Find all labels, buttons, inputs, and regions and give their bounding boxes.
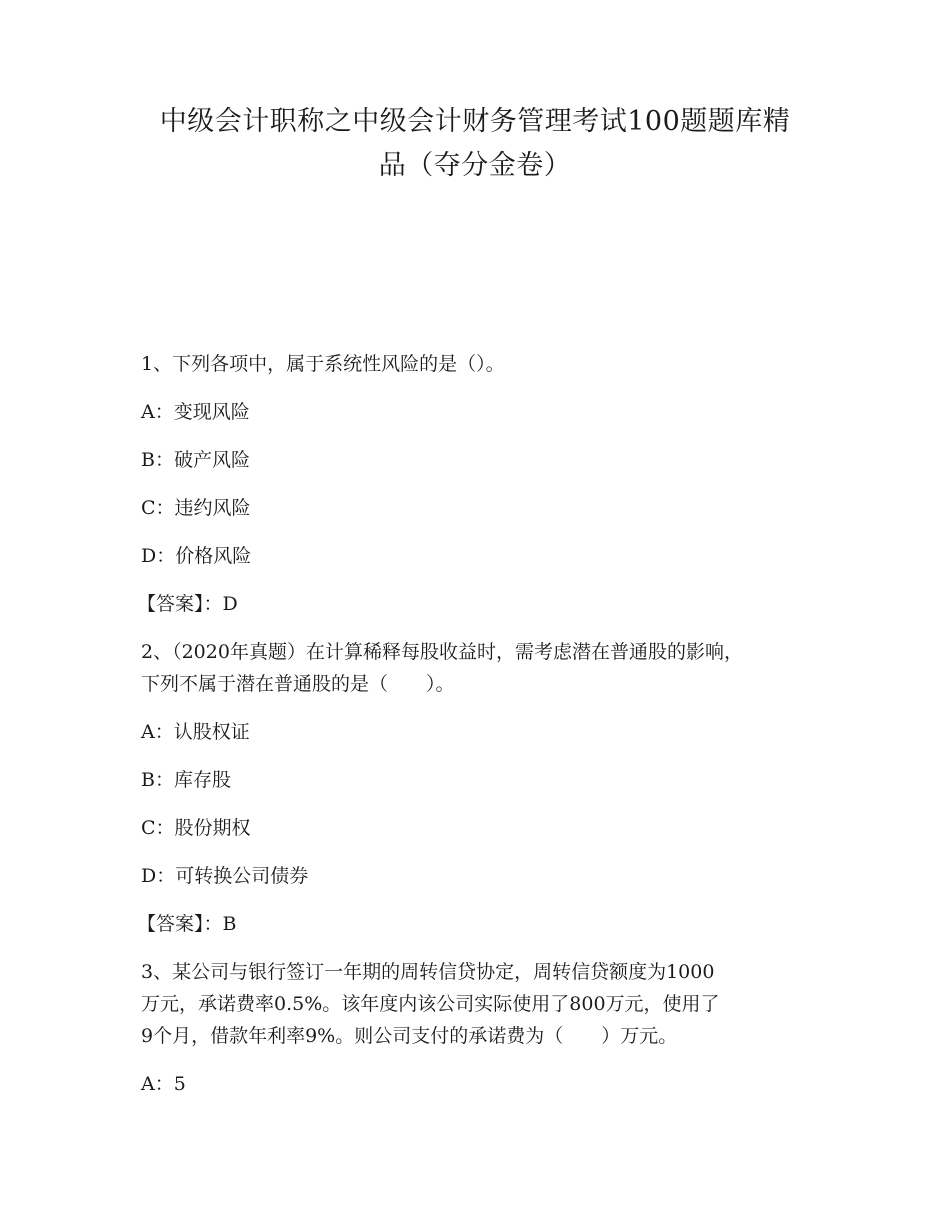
question-2-option-d: D：可转换公司债券 (141, 865, 309, 887)
question-2-stem (141, 636, 841, 700)
question-1-stem (141, 348, 841, 380)
question-1-answer: 【答案】：D (137, 593, 238, 615)
question-2-option-a: A：认股权证 (141, 721, 250, 743)
question-3 (141, 956, 841, 1100)
question-1 (137, 348, 841, 636)
question-1-option-d: D：价格风险 (141, 545, 252, 567)
question-1-stem-line-1: 1、下列各项中，属于系统性风险的是（）。 (141, 353, 505, 375)
question-2-answer: 【答案】：B (137, 913, 237, 935)
question-3-stem-line-2: 万元，承诺费率0.5%。该年度内该公司实际使用了800万元，使用了 (141, 993, 720, 1015)
question-2 (137, 636, 841, 956)
question-3-stem (141, 956, 841, 1052)
question-1-option-b: B：破产风险 (141, 449, 250, 471)
question-2-option-c: C：股份期权 (141, 817, 251, 839)
question-3-stem-line-1: 3、某公司与银行签订一年期的周转信贷协定，周转信贷额度为1000 (141, 961, 715, 983)
question-list (137, 348, 841, 1100)
question-2-stem-line-2: 下列不属于潜在普通股的是（ ）。 (141, 673, 455, 695)
document-title (120, 100, 830, 188)
question-1-option-c: C：违约风险 (141, 497, 251, 519)
question-3-option-a: A：5 (141, 1073, 186, 1095)
question-1-option-a: A：变现风险 (141, 401, 250, 423)
title-line-1: 中级会计职称之中级会计财务管理考试100题题库精 (159, 106, 791, 137)
question-2-option-b: B：库存股 (141, 769, 231, 791)
question-3-stem-line-3: 9个月，借款年利率9%。则公司支付的承诺费为（ ）万元。 (141, 1025, 678, 1047)
question-2-stem-line-1: 2、（2020年真题）在计算稀释每股收益时，需考虑潜在普通股的影响， (141, 641, 743, 663)
title-line-2: 品（夺分金卷） (378, 150, 572, 181)
